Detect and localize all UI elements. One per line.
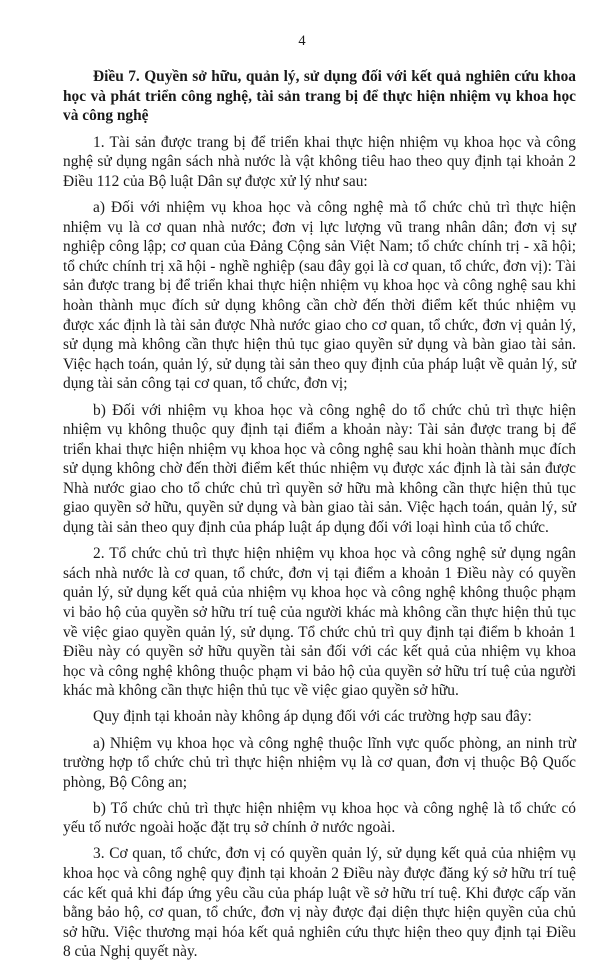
article-body bbox=[63, 67, 576, 969]
clause-1-point-b: b) Đối với nhiệm vụ khoa học và công nghệ do tổ chức chủ trì thực hiện nhiệm vụ không thuộc quy định tại điểm a khoản này: Tài sản được trang bị để triển khai thực hiện nhiệm vụ khoa học và công nghệ sau khi hoàn thành mục đích sử dụng không chờ đến thời điểm kết thúc nhiệm vụ được xác định là tài sản được Nhà nước giao cho tổ chức chủ trì quyền sở hữu mà không cần thực hiện thủ tục giao quyền sở hữu, quyền sử dụng và bàn giao tài sản. Việc hạch toán, quản lý, sử dụng tài sản theo quy định của pháp luật áp dụng đối với loại hình của tổ chức. bbox=[63, 401, 576, 537]
clause-2-exception-a: a) Nhiệm vụ khoa học và công nghệ thuộc lĩnh vực quốc phòng, an ninh trừ trường hợp tổ chức chủ trì thực hiện nhiệm vụ là cơ quan, đơn vị thuộc Bộ Quốc phòng, Bộ Công an; bbox=[63, 734, 576, 791]
clause-2-exception-b: b) Tổ chức chủ trì thực hiện nhiệm vụ khoa học và công nghệ là tổ chức có yếu tố nước ngoài hoặc đặt trụ sở chính ở nước ngoài. bbox=[63, 799, 576, 837]
article-heading: Điều 7. Quyền sở hữu, quản lý, sử dụng đối với kết quả nghiên cứu khoa học và phát triển công nghệ, tài sản trang bị để thực hiện nhiệm vụ khoa học và công nghệ bbox=[63, 68, 576, 125]
clause-2-exceptions-intro: Quy định tại khoản này không áp dụng đối với các trường hợp sau đây: bbox=[93, 708, 532, 726]
clause-3: 3. Cơ quan, tổ chức, đơn vị có quyền quản lý, sử dụng kết quả của nhiệm vụ khoa học và công nghệ quy định tại khoản 2 Điều này được đăng ký sở hữu trí tuệ các kết quả khi đáp ứng yêu cầu của pháp luật về sở hữu trí tuệ. Khi được cấp văn bằng bảo hộ, cơ quan, tổ chức, đơn vị này được đại diện thực hiện quyền của chủ sở hữu. Việc thương mại hóa kết quả nghiên cứu thực hiện theo quy định tại Điều 8 của Nghị quyết này. bbox=[63, 845, 576, 961]
page-number: 4 bbox=[298, 33, 306, 49]
clause-1-point-a: a) Đối với nhiệm vụ khoa học và công nghệ mà tổ chức chủ trì thực hiện nhiệm vụ là cơ quan nhà nước; đơn vị lực lượng vũ trang nhân dân; đơn vị sự nghiệp công lập; cơ quan của Đảng Cộng sản Việt Nam; tổ chức chính trị - xã hội; tổ chức chính trị xã hội - nghề nghiệp (sau đây gọi là cơ quan, tổ chức, đơn vị): Tài sản được trang bị để triển khai thực hiện nhiệm vụ khoa học và công nghệ sau khi hoàn thành mục đích sử dụng không cần chờ đến thời điểm kết thúc nhiệm vụ được xác định là tài sản được Nhà nước giao cho cơ quan, tổ chức, đơn vị quản lý, sử dụng mà không cần thực hiện thủ tục giao quyền sử dụng và bàn giao tài sản. Việc hạch toán, quản lý, sử dụng tài sản theo quy định của pháp luật về quản lý, sử dụng tài sản công tại cơ quan, tổ chức, đơn vị; bbox=[63, 199, 576, 393]
clause-2: 2. Tổ chức chủ trì thực hiện nhiệm vụ khoa học và công nghệ sử dụng ngân sách nhà nước là cơ quan, tổ chức, đơn vị tại điểm a khoản 1 Điều này có quyền quản lý, sử dụng kết quả của nhiệm vụ khoa học và công nghệ không thuộc phạm vi bảo hộ của quyền sở hữu trí tuệ của người khác mà không cần thực hiện thủ tục về việc giao quyền quản lý, sử dụng. Tổ chức chủ trì quy định tại điểm b khoản 1 Điều này có quyền sở hữu quyền tài sản đối với các kết quả của nhiệm vụ khoa học và công nghệ không thuộc phạm vi bảo hộ của quyền sở hữu trí tuệ của người khác mà không cần thực hiện thủ tục về việc giao quyền sở hữu. bbox=[63, 545, 576, 700]
clause-1: 1. Tài sản được trang bị để triển khai thực hiện nhiệm vụ khoa học và công nghệ sử dụng ngân sách nhà nước là vật không tiêu hao theo quy định tại khoản 2 Điều 112 của Bộ luật Dân sự được xử lý như sau: bbox=[63, 133, 576, 190]
